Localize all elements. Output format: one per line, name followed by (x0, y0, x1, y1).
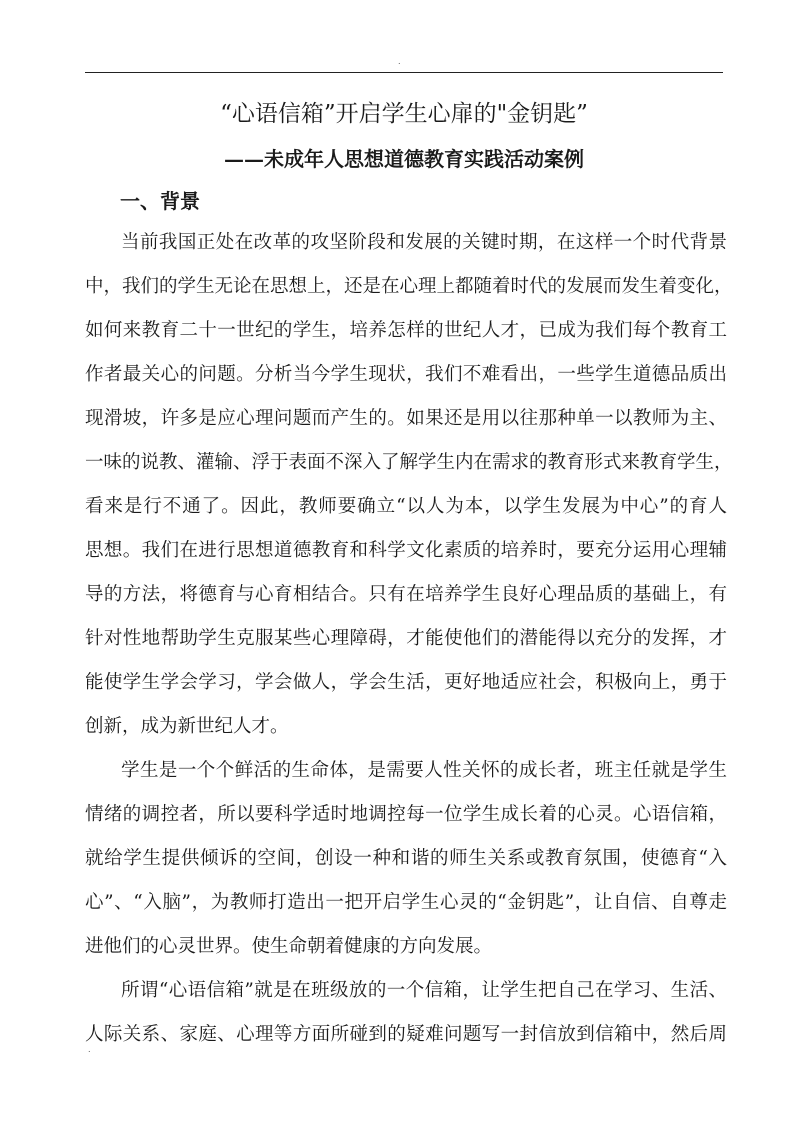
body-line: 中，我们的学生无论在思想上，还是在心理上都随着时代的发展而发生着变化， (85, 276, 733, 297)
body-line: 能使学生学会学习，学会做人，学会生活，更好地适应社会，积极向上，勇于 (85, 672, 727, 693)
body-line: 情绪的调控者，所以要科学适时地调控每一位学生成长着的心灵。心语信箱， (85, 804, 727, 825)
body-line: 现滑坡，许多是应心理问题而产生的。如果还是用以往那种单一以教师为主、 (85, 408, 727, 429)
document-title: “心语信箱”开启学生心扉的"金钥匙” (220, 101, 588, 127)
body-line: 进他们的心灵世界。使生命朝着健康的方向发展。 (85, 936, 493, 957)
body-line: 当前我国正处在改革的攻坚阶段和发展的关键时期，在这样一个时代背景 (121, 232, 727, 253)
body-line: 作者最关心的问题。分析当今学生现状，我们不难看出，一些学生道德品质出 (85, 364, 727, 385)
body-line: 针对性地帮助学生克服某些心理障碍，才能使他们的潜能得以充分的发挥，才 (85, 628, 727, 649)
body-line: 创新，成为新世纪人才。 (85, 716, 289, 737)
body-line: 就给学生提供倾诉的空间，创设一种和谐的师生关系或教育氛围，使德育“入 (85, 848, 727, 869)
body-line: 所谓“心语信箱”就是在班级放的一个信箱，让学生把自己在学习、生活、 (121, 980, 727, 1001)
body-line: 如何来教育二十一世纪的学生，培养怎样的世纪人才，已成为我们每个教育工 (85, 320, 727, 341)
body-line: 看来是行不通了。因此，教师要确立“以人为本，以学生发展为中心”的育人 (85, 496, 727, 517)
body-line: 一味的说教、灌输、浮于表面不深入了解学生内在需求的教育形式来教育学生， (85, 452, 733, 473)
footer-mark: . (88, 1045, 91, 1054)
header-rule (85, 72, 723, 73)
body-line: 导的方法，将德育与心育相结合。只有在培养学生良好心理品质的基础上，有 (85, 584, 727, 605)
body-line: 心”、“入脑”，为教师打造出一把开启学生心灵的“金钥匙”，让自信、自尊走 (85, 892, 727, 913)
header-mark: . (398, 57, 401, 66)
body-line: 学生是一个个鲜活的生命体，是需要人性关怀的成长者，班主任就是学生 (121, 760, 727, 781)
body-line: 人际关系、家庭、心理等方面所碰到的疑难问题写一封信放到信箱中，然后周 (85, 1024, 727, 1045)
body-line: 思想。我们在进行思想道德教育和科学文化素质的培养时，要充分运用心理辅 (85, 540, 727, 561)
document-subtitle: ——未成年人思想道德教育实践活动案例 (224, 147, 584, 171)
section-heading: 一、背景 (120, 189, 200, 213)
